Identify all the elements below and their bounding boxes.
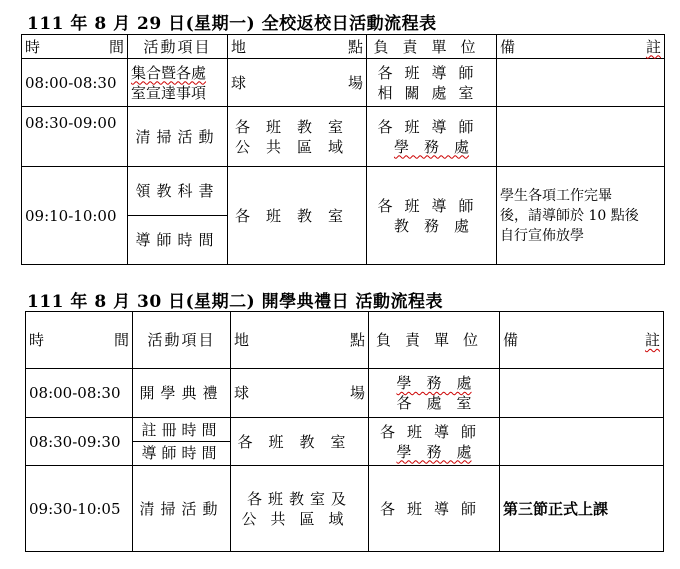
- row-note: [497, 107, 665, 167]
- row-time: 08:30-09:00: [22, 107, 128, 167]
- table-row: [22, 59, 665, 107]
- header-note: 備 註: [497, 35, 665, 59]
- header-activity: 活動項目: [133, 312, 231, 369]
- header-place: 地 點: [228, 35, 367, 59]
- row-time: 09:30-10:05: [26, 466, 133, 552]
- row-activity: 開學典禮: [133, 369, 231, 418]
- header-time: 時 間: [26, 312, 133, 369]
- schedule-table-day1: [21, 34, 665, 265]
- header-place: 地 點: [231, 312, 369, 369]
- row-responsible: 各班導師 學 務 處: [367, 107, 497, 167]
- row-activity: 清掃活動: [133, 466, 231, 552]
- table-row: [22, 167, 665, 216]
- header-activity: 活動項目: [128, 35, 228, 59]
- row-note: [500, 418, 664, 466]
- schedule-table-day2: [25, 311, 664, 552]
- row-note: 學生各項工作完畢 後，請導師於 10 點後 自行宣佈放學: [497, 167, 665, 265]
- row-place: 球 場: [228, 59, 367, 107]
- header-time: 時 間: [22, 35, 128, 59]
- row-place: 各班教室: [231, 418, 369, 466]
- row-note: [497, 59, 665, 107]
- row-time: 08:30-09:30: [26, 418, 133, 466]
- row-activity: 集合暨各處 室宣達事項: [128, 59, 228, 107]
- row-note: [500, 369, 664, 418]
- schedule-title-day2: 111 年 8 月 30 日(星期二) 開學典禮日 活動流程表: [27, 292, 443, 312]
- row-time: 08:00-08:30: [26, 369, 133, 418]
- table-row: [26, 369, 664, 418]
- row-activity: 註冊時間 導師時間: [133, 418, 231, 466]
- row-place: 各班教室 公共區域: [228, 107, 367, 167]
- schedule-title-day1: 111 年 8 月 29 日(星期一) 全校返校日活動流程表: [27, 14, 437, 34]
- header-note: 備 註: [500, 312, 664, 369]
- row-activity: 導師時間: [128, 216, 228, 265]
- row-place: 各班教室: [228, 167, 367, 265]
- row-place: 各班教室及 公共區域: [231, 466, 369, 552]
- header-responsible: 負責單位: [369, 312, 500, 369]
- row-responsible: 各班導師 相關處室: [367, 59, 497, 107]
- header-responsible: 負責單位: [367, 35, 497, 59]
- table-row: [22, 107, 665, 167]
- row-time: 09:10-10:00: [22, 167, 128, 265]
- row-responsible: 各班導師 教 務 處: [367, 167, 497, 265]
- row-responsible: 各班導師 學 務 處: [369, 418, 500, 466]
- row-activity: 領教科書: [128, 167, 228, 216]
- row-note: 第三節正式上課: [500, 466, 664, 552]
- table-header-row: [22, 35, 665, 59]
- row-place: 球 場: [231, 369, 369, 418]
- row-time: 08:00-08:30: [22, 59, 128, 107]
- table-row: [26, 418, 664, 466]
- row-activity: 清掃活動: [128, 107, 228, 167]
- table-header-row: [26, 312, 664, 369]
- table-row: [26, 466, 664, 552]
- row-responsible: 各班導師: [369, 466, 500, 552]
- row-responsible: 學 務 處 各 處 室: [369, 369, 500, 418]
